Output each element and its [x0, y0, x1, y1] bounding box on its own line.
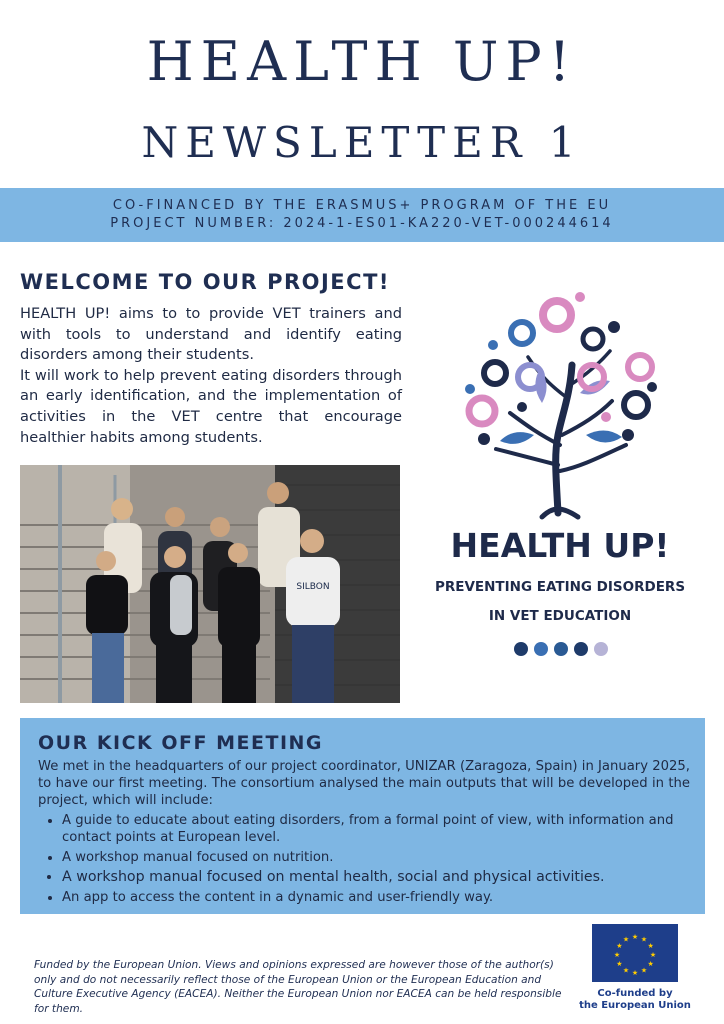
svg-text:★: ★ [616, 960, 623, 968]
svg-text:★: ★ [622, 966, 630, 975]
newsletter-subtitle: NEWSLETTER 1 [141, 118, 583, 167]
project-number: PROJECT NUMBER: 2024-1-ES01-KA220-VET-000244614 [110, 216, 614, 231]
dot [574, 642, 588, 656]
svg-text:★: ★ [616, 942, 623, 950]
logo-tagline-1: PREVENTING EATING DISORDERS [434, 579, 686, 595]
health-up-logo [430, 285, 710, 675]
welcome-heading: WELCOME TO OUR PROJECT! [20, 270, 390, 294]
welcome-paragraph-1: HEALTH UP! aims to to provide VET trainers and with tools to understand and identify eating disorders among their students. [20, 305, 402, 364]
funding-band [0, 188, 724, 242]
logo-name: HEALTH UP! [450, 526, 670, 565]
tree-icon [465, 292, 657, 517]
welcome-paragraph-2: It will work to help prevent eating disorders through an early identification, and the implementation of activities in the VET centre that encourage healthier habits among students. [20, 366, 402, 446]
list-item: • A guide to educate about eating disorders, from a formal point of view, with information and contact points at European level. [62, 812, 712, 846]
welcome-text [20, 304, 402, 448]
svg-text:★: ★ [613, 951, 621, 959]
dot [534, 642, 548, 656]
logo-tagline-2: IN VET EDUCATION [488, 608, 632, 624]
list-item: • An app to access the content in a dynamic and user-friendly way. [62, 889, 712, 906]
eu-disclaimer: Funded by the European Union. Views and opinions expressed are however those of the author(s) only and do not necessarily reflect those of the European Union or the European Education and Culture Executive Agency (EACEA). Neither the European Union nor EACEA can be held responsible for them. [34, 959, 562, 1015]
funding-line: CO-FINANCED BY THE ERASMUS+ PROGRAM OF THE EU [112, 198, 612, 213]
team-photo [20, 465, 400, 703]
svg-text:★: ★ [631, 969, 639, 977]
kickoff-intro: We met in the headquarters of our project coordinator, UNIZAR (Zaragoza, Spain) in January 2025, to have our first meeting. The consortium analysed the main outputs that will be developed in the project, which will include: [38, 759, 690, 808]
kickoff-heading: OUR KICK OFF MEETING [38, 732, 324, 754]
eu-flag [592, 924, 678, 982]
svg-text:★: ★ [622, 935, 630, 944]
list-item: • A workshop manual focused on nutrition. [62, 849, 712, 866]
logo-dots [514, 642, 608, 656]
svg-text:★: ★ [640, 966, 648, 975]
svg-text:★: ★ [649, 951, 657, 959]
list-item: • A workshop manual focused on mental health, social and physical activities. [62, 869, 712, 886]
svg-text:★: ★ [631, 933, 639, 941]
outputs-list [40, 812, 712, 909]
dot [514, 642, 528, 656]
kickoff-panel [20, 718, 705, 914]
dot [594, 642, 608, 656]
dot [554, 642, 568, 656]
eu-flag-icon [592, 924, 678, 982]
logo-graphic [430, 285, 710, 675]
svg-text:★: ★ [647, 942, 654, 950]
eu-caption-line-2: the European Union [579, 1000, 691, 1011]
shirt-text: SILBON [296, 582, 330, 592]
newsletter-title: HEALTH UP! [146, 30, 578, 93]
svg-text:★: ★ [647, 960, 654, 968]
eu-caption [576, 988, 694, 1012]
team-photo-illustration [20, 465, 400, 703]
svg-text:★: ★ [640, 935, 648, 944]
eu-caption-line-1: Co-funded by [597, 988, 673, 999]
